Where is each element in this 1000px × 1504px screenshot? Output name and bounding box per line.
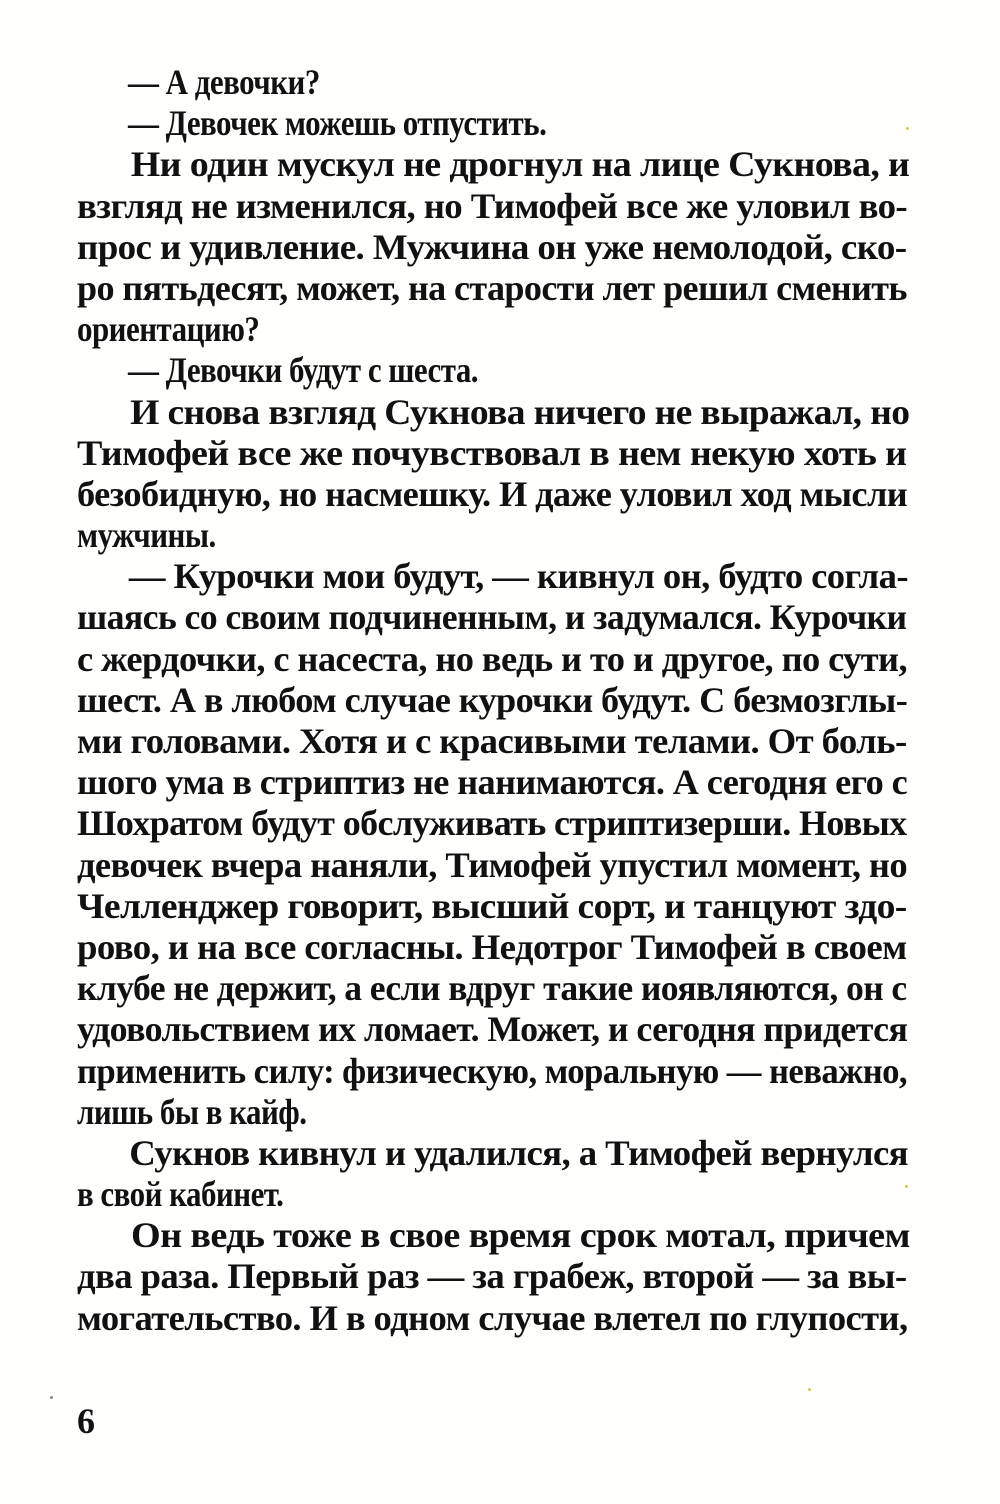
- scan-speck: [808, 1388, 811, 1391]
- text-line: — Курочки мои будут, — кивнул он, будто согла-: [128, 556, 908, 597]
- scan-speck: [906, 127, 909, 130]
- text-line: шест. А в любом случае курочки будут. С безмозглы-: [77, 679, 908, 720]
- text-line: клубе не держит, а если вдруг такие иоявляются, он с: [77, 968, 907, 1009]
- text-line: И снова взгляд Сукнова ничего не выражал, но: [130, 391, 910, 432]
- text-line: — А девочки?: [127, 62, 320, 102]
- text-line: в свой кабинет.: [77, 1174, 284, 1215]
- text-line: Тимофей все же почувствовал в нем некую хоть и: [77, 432, 907, 473]
- text-line: применить силу: физическую, моральную — неважно,: [77, 1050, 908, 1091]
- text-line: — Девочек можешь отпустить.: [127, 103, 547, 144]
- text-line: ориентацию?: [77, 309, 260, 350]
- text-line: удовольствием их ломает. Может, и сегодня придется: [77, 1009, 908, 1050]
- text-line: — Девочки будут с шеста.: [127, 350, 479, 391]
- text-line: девочек вчера наняли, Тимофей упустил момент, но: [77, 844, 908, 885]
- text-line: ми головами. Хотя и с красивыми телами. От боль-: [77, 721, 907, 761]
- text-line: могательство. И в одном случае влетел по глупости,: [77, 1297, 908, 1338]
- text-line: с жердочки, с насеста, но ведь и то и другое, по сути,: [77, 638, 907, 679]
- text-line: Ни один мускул не дрогнул на лице Сукнова, и: [130, 144, 910, 185]
- text-line: шаясь со своим подчиненным, и задумался. Курочки: [77, 597, 907, 638]
- text-line: лишь бы в кайф.: [77, 1091, 307, 1132]
- scan-speck: [50, 1396, 53, 1399]
- text-line: рово, и на все согласны. Недотрог Тимофей в своем: [77, 926, 907, 967]
- page-number: 6: [77, 1401, 95, 1441]
- text-line: прос и удивление. Мужчина он уже немолодой, ско-: [77, 226, 907, 267]
- text-line: Сукнов кивнул и удалился, а Тимофей вернулся: [129, 1132, 909, 1173]
- text-line: Шохратом будут обслуживать стриптизерши. Новых: [77, 803, 907, 844]
- text-line: взгляд не изменился, но Тимофей все же уловил во-: [77, 185, 908, 226]
- text-line: Он ведь тоже в свое время срок мотал, причем: [131, 1215, 910, 1256]
- text-line: безобидную, но насмешку. И даже уловил ход мысли: [77, 473, 908, 514]
- text-line: Челленджер говорит, высший сорт, и танцуют здо-: [77, 885, 907, 926]
- text-line: мужчины.: [77, 515, 216, 556]
- text-line: ро пятьдесят, может, на старости лет решил сменить: [77, 267, 907, 308]
- scan-speck: [905, 1185, 908, 1188]
- page-body-text: [77, 62, 910, 1339]
- text-line: шого ума в стриптиз не нанимаются. А сегодня его с: [77, 762, 908, 803]
- text-line: два раза. Первый раз — за грабеж, второй — за вы-: [77, 1256, 907, 1297]
